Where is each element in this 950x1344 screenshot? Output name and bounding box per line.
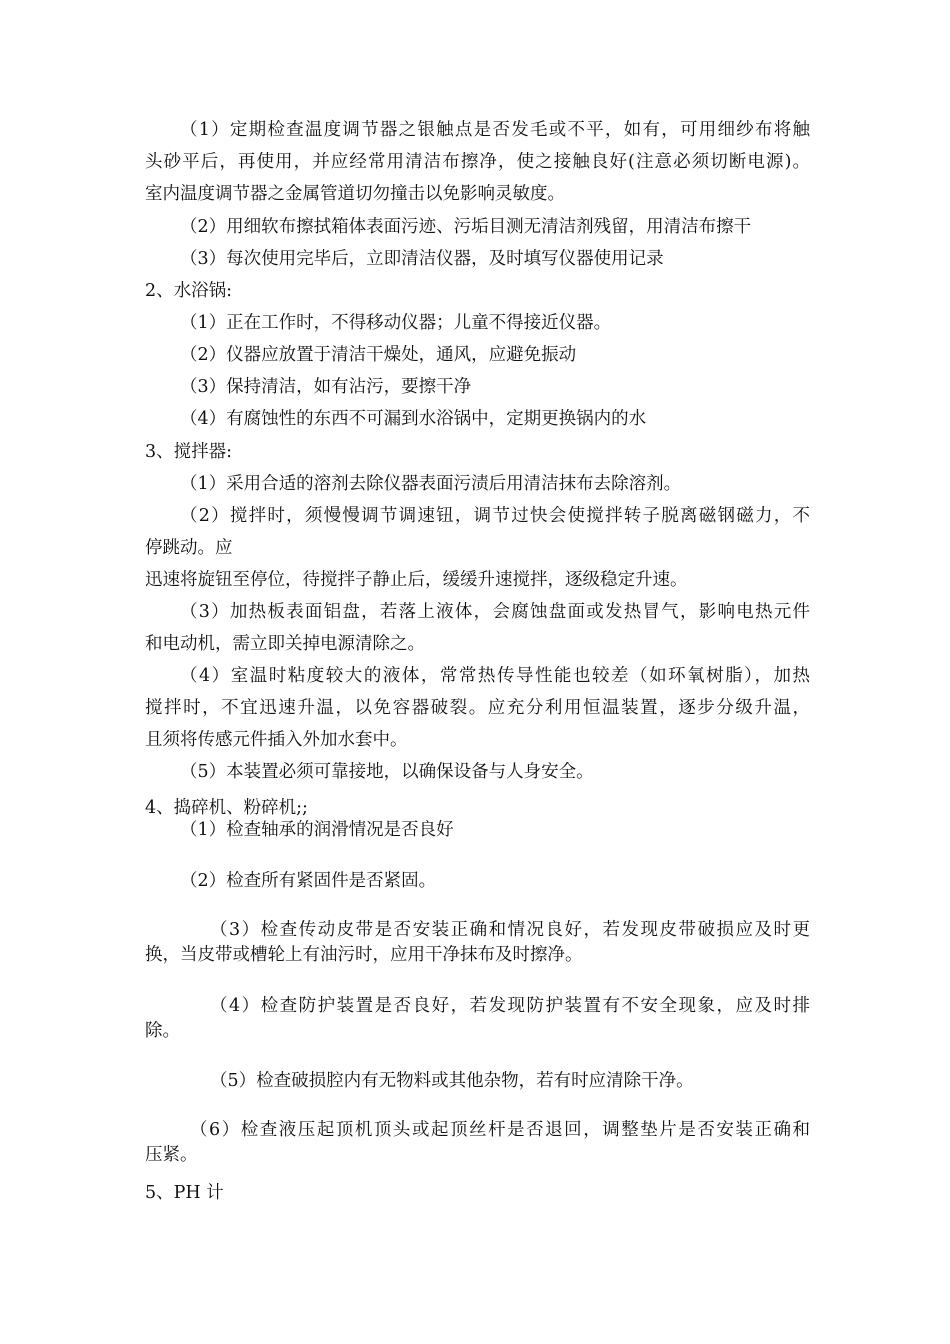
paragraph-line: 且须将传感元件插入外加水套中。 <box>145 730 408 750</box>
section-heading: 2、水浴锅: <box>145 281 233 301</box>
paragraph-line: （2）检查所有紧固件是否紧固。 <box>180 871 437 891</box>
paragraph-line: （3）每次使用完毕后，立即清洁仪器，及时填写仪器使用记录 <box>180 249 664 269</box>
section-heading: 3、搅拌器: <box>145 442 233 462</box>
paragraph-line: 头砂平后，再使用，并应经常用清洁布擦净，使之接触良好(注意必须切断电源)。 <box>145 152 810 172</box>
paragraph-line: 除。 <box>145 1021 180 1041</box>
paragraph-line: 停跳动。应 <box>145 538 233 558</box>
paragraph-line: （2）用细软布擦拭箱体表面污迹、污垢目测无清洁剂残留，用清洁布擦干 <box>180 217 752 237</box>
paragraph-line: （4）室温时粘度较大的液体，常常热传导性能也较差（如环氧树脂），加热 <box>180 666 810 686</box>
section-heading: 4、捣碎机、粉碎机;; <box>145 798 308 818</box>
paragraph-line: （6）检查液压起顶机顶头或起顶丝杆是否退回，调整垫片是否安装正确和 <box>190 1120 810 1140</box>
paragraph-line: （1）正在工作时，不得移动仪器；儿童不得接近仪器。 <box>180 313 612 333</box>
paragraph-line: （3）检查传动皮带是否安装正确和情况良好，若发现皮带破损应及时更 <box>210 920 810 940</box>
paragraph-line: （5）本装置必须可靠接地，以确保设备与人身安全。 <box>180 762 594 782</box>
paragraph-line: （1）采用合适的溶剂去除仪器表面污渍后用清洁抹布去除溶剂。 <box>180 474 682 494</box>
paragraph-line: （3）保持清洁，如有沾污，要擦干净 <box>180 377 472 397</box>
paragraph-line: （2）仪器应放置于清洁干燥处，通风，应避免振动 <box>180 345 577 365</box>
paragraph-line: 换，当皮带或槽轮上有油污时，应用干净抹布及时擦净。 <box>145 945 583 965</box>
paragraph-line: （1）检查轴承的润滑情况是否良好 <box>180 820 454 840</box>
section-heading: 5、PH 计 <box>145 1183 224 1203</box>
paragraph-line: 和电动机，需立即关掉电源清除之。 <box>145 634 425 654</box>
paragraph-line: （2）搅拌时，须慢慢调节调速钮，调节过快会使搅拌转子脱离磁钢磁力，不 <box>180 506 810 526</box>
paragraph-line: （1）定期检查温度调节器之银触点是否发毛或不平，如有，可用细纱布将触 <box>180 120 810 140</box>
paragraph-line: （4）有腐蚀性的东西不可漏到水浴锅中，定期更换锅内的水 <box>180 409 647 429</box>
paragraph-line: （4）检查防护装置是否良好，若发现防护装置有不安全现象，应及时排 <box>210 996 810 1016</box>
paragraph-line: 室内温度调节器之金属管道切勿撞击以免影响灵敏度。 <box>145 184 565 204</box>
paragraph-line: 搅拌时，不宜迅速升温，以免容器破裂。应充分利用恒温装置，逐步分级升温， <box>145 698 810 718</box>
paragraph-line: （3）加热板表面铝盘，若落上液体，会腐蚀盘面或发热冒气，影响电热元件 <box>180 602 810 622</box>
paragraph-line: 迅速将旋钮至停位，待搅拌子静止后，缓缓升速搅拌，逐级稳定升速。 <box>145 570 688 590</box>
paragraph-line: 压紧。 <box>145 1145 198 1165</box>
paragraph-line: （5）检查破损腔内有无物料或其他杂物，若有时应清除干净。 <box>210 1071 694 1091</box>
